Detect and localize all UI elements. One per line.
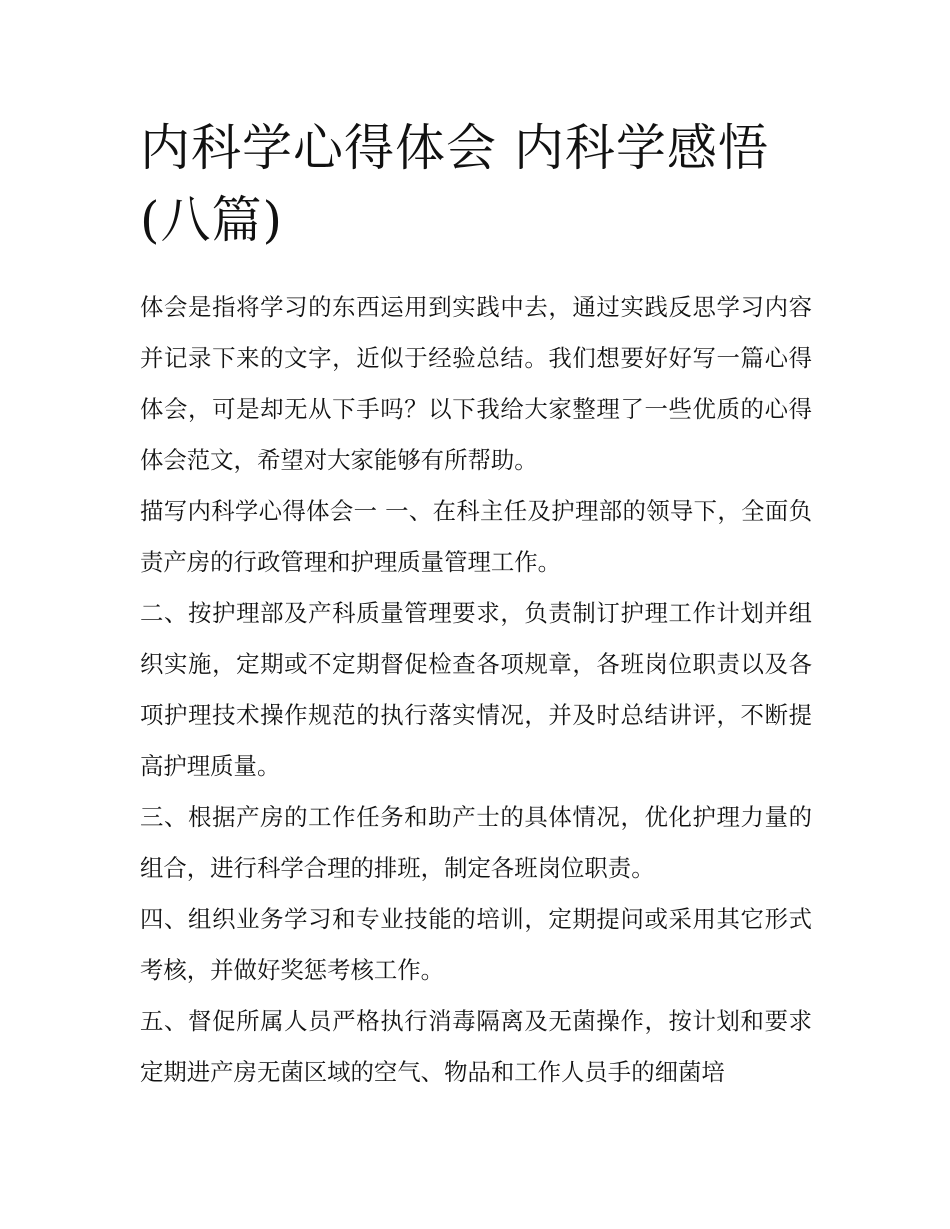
paragraph-item-3: 三、根据产房的工作任务和助产士的具体情况，优化护理力量的组合，进行科学合理的排班，制定各班岗位职责。 — [140, 803, 812, 882]
paragraph-item-5: 五、督促所属人员严格执行消毒隔离及无菌操作，按计划和要求定期进产房无菌区域的空气、物品和工作人员手的细菌培 — [140, 1007, 812, 1086]
paragraph-item-1: 描写内科学心得体会一 一、在科主任及护理部的领导下，全面负责产房的行政管理和护理质量管理工作。 — [140, 497, 812, 576]
document-body — [140, 282, 812, 1098]
document-title: 内科学心得体会 内科学感悟(八篇) — [140, 119, 769, 249]
paragraph-intro: 体会是指将学习的东西运用到实践中去，通过实践反思学习内容并记录下来的文字，近似于经验总结。我们想要好好写一篇心得体会，可是却无从下手吗？以下我给大家整理了一些优质的心得体会范文，希望对大家能够有所帮助。 — [140, 293, 812, 474]
paragraph-item-2: 二、按护理部及产科质量管理要求，负责制订护理工作计划并组织实施，定期或不定期督促检查各项规章，各班岗位职责以及各项护理技术操作规范的执行落实情况，并及时总结讲评，不断提高护理质量。 — [140, 599, 812, 780]
paragraph-item-4: 四、组织业务学习和专业技能的培训，定期提问或采用其它形式考核，并做好奖惩考核工作。 — [140, 905, 812, 984]
